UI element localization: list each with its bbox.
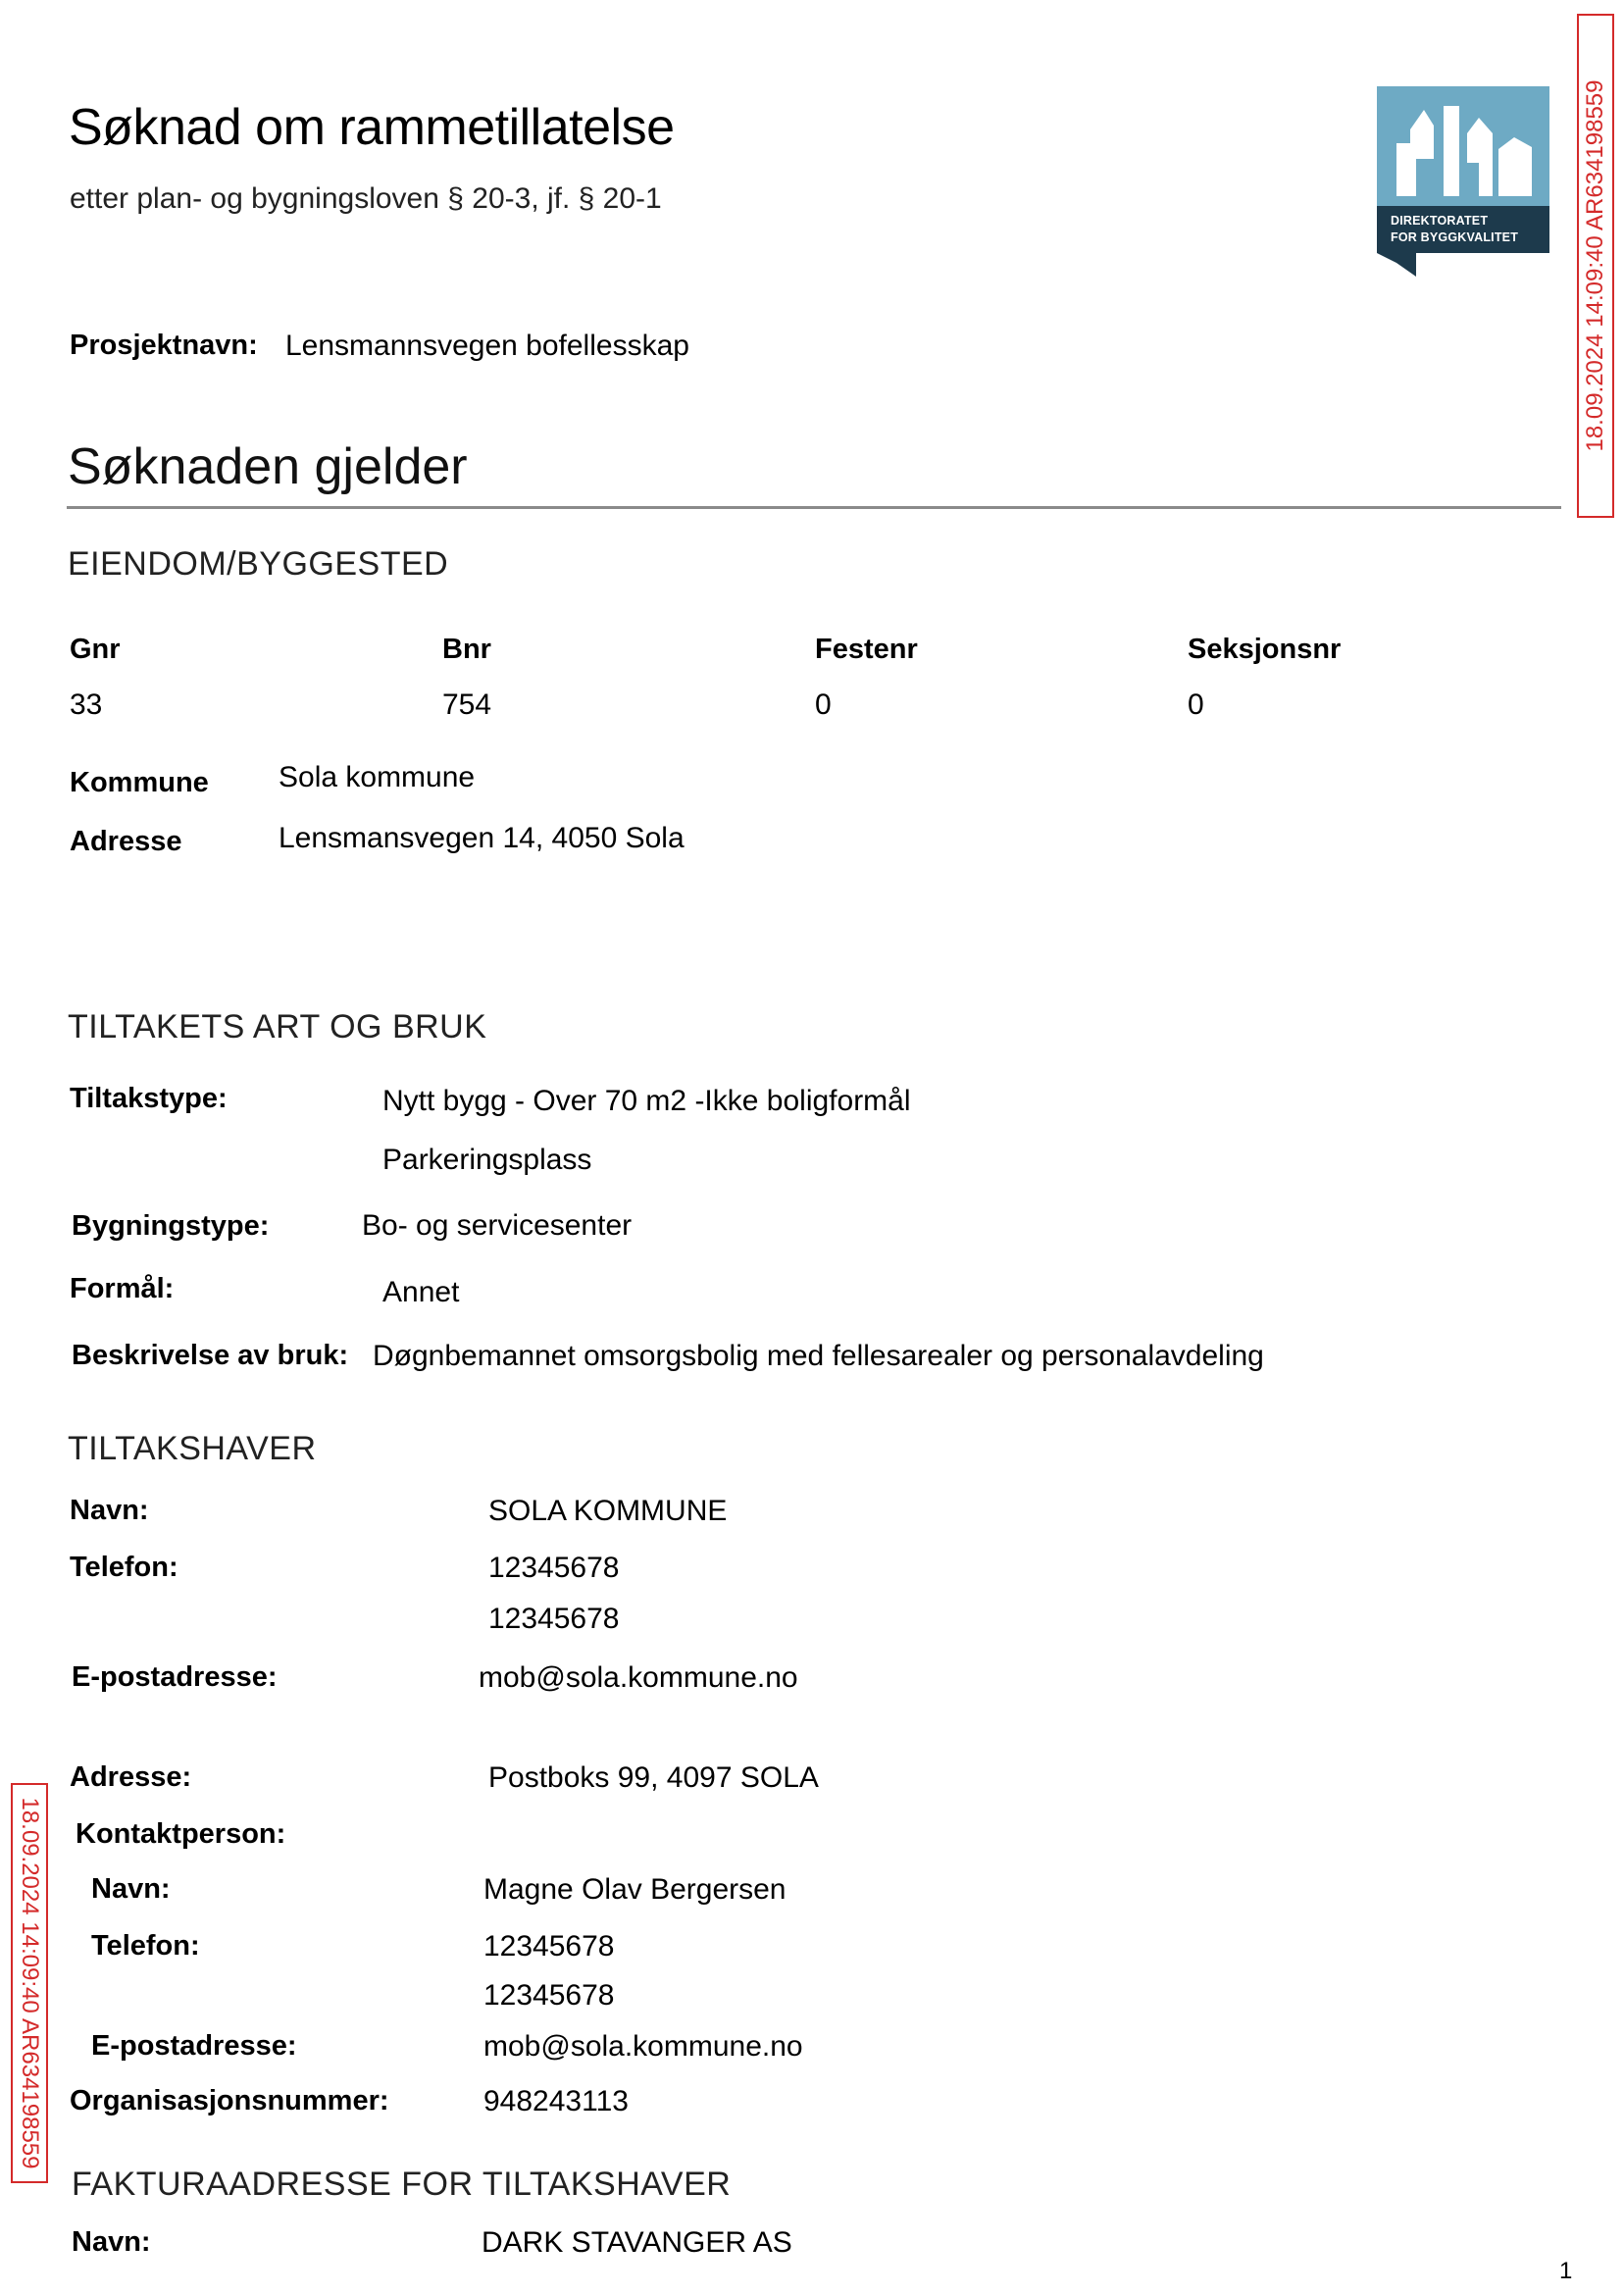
bygningstype-value: Bo- og servicesenter [362,1209,633,1242]
tiltakshaver-epost-label: E-postadresse: [72,1661,278,1693]
kommune-label: Kommune [70,767,209,798]
formal-value: Annet [382,1276,460,1308]
tiltakshaver-telefon-value-2: 12345678 [488,1603,620,1635]
logo-flag-icon [1377,253,1416,277]
tiltakshaver-navn-value: SOLA KOMMUNE [488,1495,728,1527]
bnr-value: 754 [442,688,492,721]
received-stamp-left [11,1783,48,2183]
dibk-logo [1377,86,1549,277]
tiltakshaver-heading: TILTAKSHAVER [68,1430,317,1467]
seksjonsnr-label: Seksjonsnr [1188,634,1342,665]
document-title: Søknad om rammetillatelse [69,99,675,156]
stamp-text: 18.09.2024 14:09:40 AR634198559 [1582,79,1608,452]
document-subtitle: etter plan- og bygningsloven § 20-3, jf. § 20-1 [70,182,662,215]
kontakt-navn-value: Magne Olav Bergersen [483,1873,787,1906]
formal-label: Formål: [70,1273,175,1304]
kontakt-telefon-label: Telefon: [91,1930,200,1962]
kontakt-epost-value: mob@sola.kommune.no [483,2030,803,2063]
page-number: 1 [1559,2258,1573,2284]
bygningstype-label: Bygningstype: [72,1210,270,1242]
festenr-label: Festenr [815,634,918,665]
tiltakshaver-epost-value: mob@sola.kommune.no [479,1661,798,1694]
orgnr-label: Organisasjonsnummer: [70,2085,389,2116]
tiltakshaver-adresse-label: Adresse: [70,1761,192,1793]
beskrivelse-label: Beskrivelse av bruk: [72,1340,349,1371]
bnr-label: Bnr [442,634,491,665]
stamp-text: 18.09.2024 14:09:40 AR634198559 [17,1797,43,2169]
gnr-label: Gnr [70,634,121,665]
logo-text-line1: DIREKTORATET [1391,214,1489,228]
property-heading: EIENDOM/BYGGESTED [68,545,449,583]
section-divider [67,506,1561,509]
kontakt-telefon-value-1: 12345678 [483,1930,615,1963]
logo-text-band [1377,206,1549,253]
tiltakshaver-telefon-label: Telefon: [70,1552,178,1583]
tiltakstype-label: Tiltakstype: [70,1083,228,1114]
project-name-label: Prosjektnavn: [70,330,258,361]
kontakt-telefon-value-2: 12345678 [483,1979,615,2012]
tiltakshaver-navn-label: Navn: [70,1495,149,1526]
logo-building-icon [1377,86,1549,206]
faktura-navn-value: DARK STAVANGER AS [482,2226,792,2259]
kontaktperson-label: Kontaktperson: [76,1818,286,1850]
gnr-value: 33 [70,688,103,721]
adresse-value: Lensmansvegen 14, 4050 Sola [279,822,685,854]
logo-text-line2: FOR BYGGKVALITET [1391,230,1519,244]
seksjonsnr-value: 0 [1188,688,1204,721]
tiltakshaver-telefon-value-1: 12345678 [488,1552,620,1584]
faktura-navn-label: Navn: [72,2226,151,2258]
tiltakstype-value-2: Parkeringsplass [382,1144,592,1176]
kontakt-epost-label: E-postadresse: [91,2030,297,2062]
orgnr-value: 948243113 [483,2085,629,2117]
faktura-heading: FAKTURAADRESSE FOR TILTAKSHAVER [72,2166,732,2203]
adresse-label: Adresse [70,826,182,857]
tiltakshaver-adresse-value: Postboks 99, 4097 SOLA [488,1761,819,1794]
beskrivelse-value: Døgnbemannet omsorgsbolig med fellesarealer og personalavdeling [373,1340,1264,1372]
kontakt-navn-label: Navn: [91,1873,171,1905]
section-title: Søknaden gjelder [68,438,468,495]
kommune-value: Sola kommune [279,761,476,793]
festenr-value: 0 [815,688,832,721]
tiltak-heading: TILTAKETS ART OG BRUK [68,1008,487,1045]
received-stamp-right [1577,14,1614,518]
project-name-value: Lensmannsvegen bofellesskap [285,330,689,362]
tiltakstype-value-1: Nytt bygg - Over 70 m2 -Ikke boligformål [382,1085,911,1117]
